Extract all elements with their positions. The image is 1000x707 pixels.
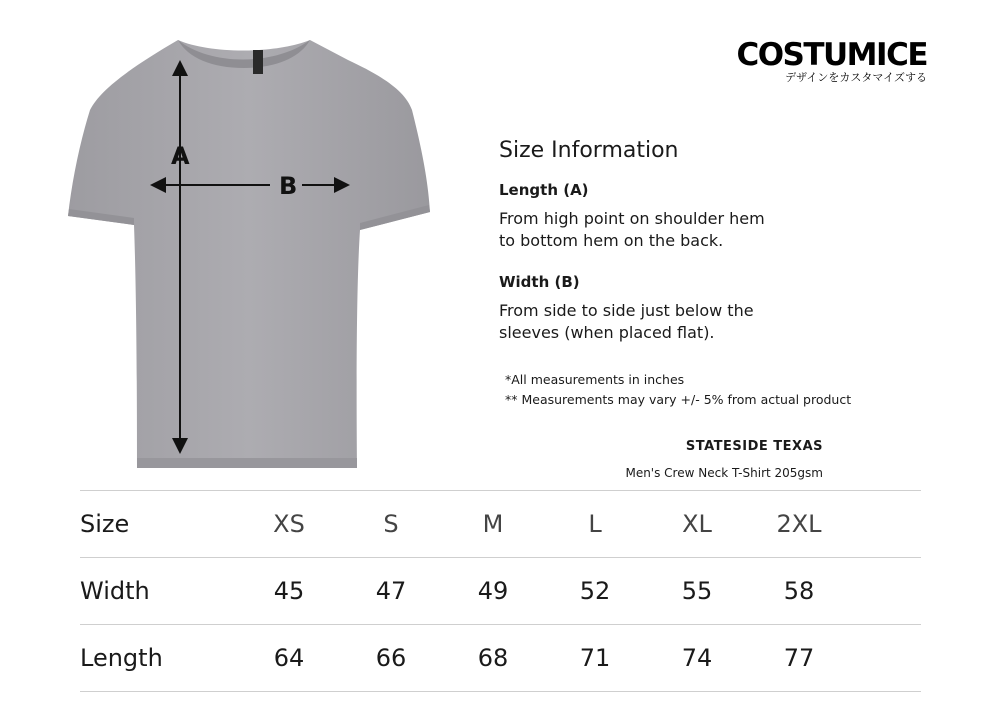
length-cell: 71: [579, 644, 611, 672]
size-cell: XL: [682, 510, 712, 538]
size-header-row: [80, 490, 921, 557]
width-row: [80, 557, 921, 624]
width-cell: 58: [783, 577, 815, 605]
size-information: [499, 136, 919, 344]
label-a: A: [171, 142, 190, 170]
length-row-label: Length: [80, 644, 163, 672]
width-cell: 47: [375, 577, 407, 605]
width-cell: 55: [681, 577, 713, 605]
length-cell: 68: [477, 644, 509, 672]
width-heading: Width (B): [499, 273, 580, 291]
length-cell: 74: [681, 644, 713, 672]
width-cell: 49: [477, 577, 509, 605]
width-cell: 52: [579, 577, 611, 605]
product-info: [625, 438, 823, 482]
width-row-label: Width: [80, 577, 150, 605]
size-cell: XS: [273, 510, 305, 538]
note-inches: *All measurements in inches: [505, 372, 685, 387]
length-desc-line-1: From high point on shoulder hem: [499, 209, 765, 228]
size-cell: S: [383, 510, 399, 538]
size-row-label: Size: [80, 510, 130, 538]
tshirt-body: [68, 40, 430, 468]
size-cell: 2XL: [776, 510, 822, 538]
label-b: B: [279, 172, 298, 200]
length-heading: Length (A): [499, 181, 589, 199]
brand-logo: [736, 37, 927, 85]
measurement-notes: [505, 370, 851, 410]
product-brand: STATESIDE TEXAS: [685, 439, 823, 454]
length-cell: 66: [375, 644, 407, 672]
length-cell: 64: [273, 644, 305, 672]
neck-label: [253, 50, 263, 74]
logo-tagline: デザインをカスタマイズする: [785, 71, 927, 84]
size-cell: M: [482, 510, 504, 538]
size-table: [80, 490, 921, 692]
tshirt-diagram: [60, 30, 440, 475]
info-title: Size Information: [499, 138, 679, 163]
width-desc-line-2: sleeves (when placed flat).: [499, 323, 715, 342]
width-description: [499, 300, 919, 344]
length-row: [80, 624, 921, 692]
length-cell: 77: [783, 644, 815, 672]
tshirt-illustration: [60, 30, 440, 475]
width-cell: 45: [273, 577, 305, 605]
logo-wordmark: COSTUMICE: [736, 37, 927, 73]
product-description: Men's Crew Neck T-Shirt 205gsm: [625, 466, 823, 480]
width-desc-line-1: From side to side just below the: [499, 301, 754, 320]
length-description: [499, 208, 919, 252]
size-cell: L: [588, 510, 602, 538]
length-desc-line-2: to bottom hem on the back.: [499, 231, 724, 250]
note-variance: ** Measurements may vary +/- 5% from actual product: [505, 392, 852, 407]
